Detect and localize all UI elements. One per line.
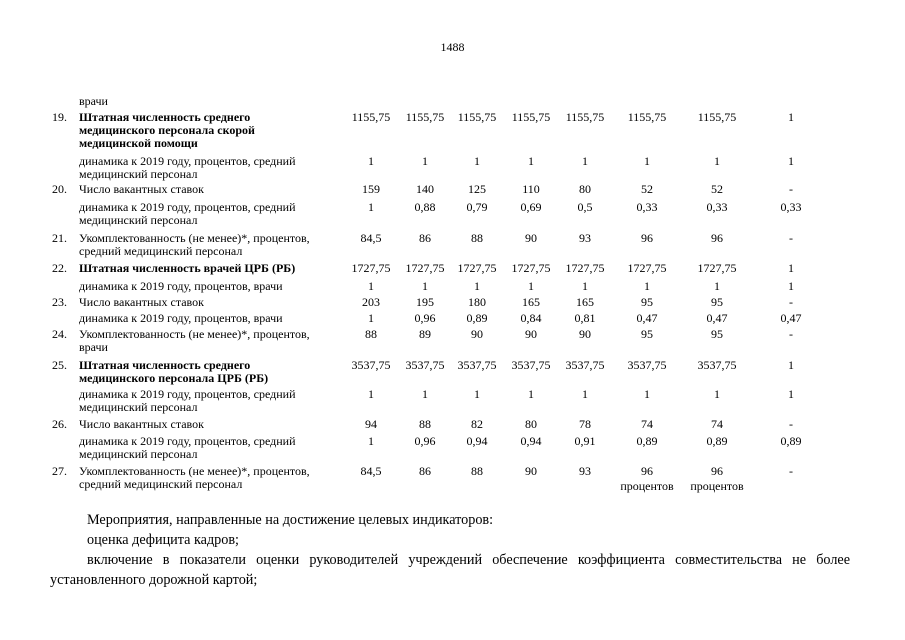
table-cell: 1155,75 — [565, 110, 605, 124]
table-cell: 74 — [641, 417, 653, 431]
table-cell: 96 — [711, 231, 723, 245]
table-cell: 0,69 — [520, 200, 542, 214]
table-cell: 1 — [422, 387, 428, 401]
table-cell: 1 — [474, 387, 480, 401]
table-cell: 3537,75 — [697, 358, 737, 372]
table-cell: 1155,75 — [627, 110, 667, 124]
row-label: Укомплектованность (не менее)*, процентов, — [79, 231, 310, 245]
table-cell: 88 — [471, 464, 483, 478]
table-cell: 159 — [362, 182, 380, 196]
table-cell: 1 — [422, 279, 428, 293]
table-cell: - — [789, 295, 793, 309]
row-number: 22. — [52, 261, 67, 275]
table-cell: 1727,75 — [565, 261, 605, 275]
table-cell: 1155,75 — [697, 110, 737, 124]
table-cell: 80 — [579, 182, 591, 196]
table-cell: 165 — [576, 295, 594, 309]
row-label: медицинской помощи — [79, 136, 198, 150]
table-cell-unit: процентов — [620, 479, 674, 493]
table-cell: 1 — [714, 154, 720, 168]
table-cell: 94 — [365, 417, 377, 431]
row-label: Штатная численность среднего — [79, 358, 251, 372]
measures-heading: Мероприятия, направленные на достижение целевых индикаторов: — [87, 512, 494, 528]
row-label: медицинский персонал — [79, 447, 198, 461]
table-cell: 96 — [711, 464, 723, 478]
table-cell: 90 — [525, 231, 537, 245]
table-cell: 0,79 — [466, 200, 488, 214]
table-cell: 96 — [641, 231, 653, 245]
table-cell: 93 — [579, 231, 591, 245]
table-cell: 3537,75 — [457, 358, 497, 372]
table-cell: 1 — [714, 387, 720, 401]
table-cell: 86 — [419, 464, 431, 478]
table-cell: 88 — [471, 231, 483, 245]
table-cell: 90 — [525, 464, 537, 478]
table-cell: 0,84 — [520, 311, 542, 325]
table-cell: 1727,75 — [351, 261, 391, 275]
table-cell: 74 — [711, 417, 723, 431]
table-cell: - — [789, 327, 793, 341]
table-cell: 90 — [525, 327, 537, 341]
table-cell: 0,96 — [414, 311, 436, 325]
table-cell: 1727,75 — [627, 261, 667, 275]
row-label: динамика к 2019 году, процентов, средний — [79, 200, 296, 214]
row-label: медицинский персонал — [79, 400, 198, 414]
table-cell: 0,47 — [706, 311, 728, 325]
row-label: Число вакантных ставок — [79, 182, 204, 196]
row-label: динамика к 2019 году, процентов, врачи — [79, 279, 283, 293]
table-cell: 86 — [419, 231, 431, 245]
measure-item-1: оценка дефицита кадров; — [87, 532, 239, 548]
table-cell: 52 — [641, 182, 653, 196]
row-number: 26. — [52, 417, 67, 431]
table-cell: 95 — [711, 327, 723, 341]
table-cell: 95 — [711, 295, 723, 309]
table-cell: 0,47 — [780, 311, 802, 325]
table-cell: 1 — [474, 279, 480, 293]
table-cell: 52 — [711, 182, 723, 196]
row-label: динамика к 2019 году, процентов, средний — [79, 434, 296, 448]
row-label-continuation: врачи — [79, 94, 108, 108]
table-cell: 3537,75 — [405, 358, 445, 372]
row-number: 24. — [52, 327, 67, 341]
row-label: медицинского персонала ЦРБ (РБ) — [79, 371, 269, 385]
table-cell: 89 — [419, 327, 431, 341]
table-cell: 1 — [528, 279, 534, 293]
table-cell: 1155,75 — [351, 110, 391, 124]
table-cell: 78 — [579, 417, 591, 431]
table-cell: 1727,75 — [405, 261, 445, 275]
table-cell: - — [789, 182, 793, 196]
row-label: медицинский персонал — [79, 167, 198, 181]
table-cell: 84,5 — [360, 231, 382, 245]
table-cell: 80 — [525, 417, 537, 431]
table-cell: 96 — [641, 464, 653, 478]
row-number: 23. — [52, 295, 67, 309]
row-label: динамика к 2019 году, процентов, средний — [79, 387, 296, 401]
table-cell: 1 — [788, 387, 794, 401]
table-cell: 0,81 — [574, 311, 596, 325]
table-cell: 95 — [641, 295, 653, 309]
row-label: медицинского персонала скорой — [79, 123, 255, 137]
table-cell: 0,94 — [520, 434, 542, 448]
table-cell: 1155,75 — [457, 110, 497, 124]
table-cell: 88 — [419, 417, 431, 431]
table-cell: 0,89 — [706, 434, 728, 448]
table-cell: 0,89 — [466, 311, 488, 325]
table-cell: 3537,75 — [627, 358, 667, 372]
row-number: 19. — [52, 110, 67, 124]
page-number: 1488 — [440, 40, 465, 54]
table-cell: 0,33 — [706, 200, 728, 214]
row-label: Укомплектованность (не менее)*, процентов, — [79, 464, 310, 478]
table-cell: - — [789, 231, 793, 245]
table-cell: 1 — [644, 387, 650, 401]
table-cell: 0,91 — [574, 434, 596, 448]
table-cell: 165 — [522, 295, 540, 309]
table-cell: 1 — [368, 311, 374, 325]
table-cell: 0,88 — [414, 200, 436, 214]
table-cell: 125 — [468, 182, 486, 196]
table-cell: 0,94 — [466, 434, 488, 448]
table-cell: 1727,75 — [697, 261, 737, 275]
row-label: динамика к 2019 году, процентов, врачи — [79, 311, 283, 325]
table-cell: 0,33 — [780, 200, 802, 214]
table-cell: 90 — [471, 327, 483, 341]
measure-item-2: включение в показатели оценки руководителей учреждений обеспечение коэффициента совместительства не более установленного дорожной картой; — [50, 552, 850, 588]
row-number: 21. — [52, 231, 67, 245]
table-cell: 1 — [368, 434, 374, 448]
table-cell: 3537,75 — [351, 358, 391, 372]
table-cell: 180 — [468, 295, 486, 309]
table-cell: 1155,75 — [511, 110, 551, 124]
row-label: средний медицинский персонал — [79, 477, 243, 491]
row-label: Штатная численность среднего — [79, 110, 251, 124]
table-cell: 0,96 — [414, 434, 436, 448]
table-cell: 1727,75 — [457, 261, 497, 275]
table-cell: 1155,75 — [405, 110, 445, 124]
row-number: 27. — [52, 464, 67, 478]
table-cell: 93 — [579, 464, 591, 478]
row-label: средний медицинский персонал — [79, 244, 243, 258]
row-label: Укомплектованность (не менее)*, процентов, — [79, 327, 310, 341]
table-cell: 1 — [714, 279, 720, 293]
row-label: медицинский персонал — [79, 213, 198, 227]
table-cell: 1 — [528, 154, 534, 168]
table-cell: 1727,75 — [511, 261, 551, 275]
table-cell: 1 — [788, 279, 794, 293]
table-cell: 203 — [362, 295, 380, 309]
table-cell: 1 — [368, 154, 374, 168]
table-cell: 1 — [368, 279, 374, 293]
row-number: 20. — [52, 182, 67, 196]
table-cell: 84,5 — [360, 464, 382, 478]
table-cell: 1 — [582, 387, 588, 401]
table-cell: 1 — [368, 200, 374, 214]
table-cell: 90 — [579, 327, 591, 341]
table-cell: 1 — [422, 154, 428, 168]
row-label: динамика к 2019 году, процентов, средний — [79, 154, 296, 168]
table-cell: 88 — [365, 327, 377, 341]
table-cell: - — [789, 417, 793, 431]
row-label: Штатная численность врачей ЦРБ (РБ) — [79, 261, 296, 275]
table-cell: 1 — [474, 154, 480, 168]
table-cell: 3537,75 — [565, 358, 605, 372]
table-cell: 0,89 — [636, 434, 658, 448]
row-label: врачи — [79, 340, 108, 354]
table-cell: 3537,75 — [511, 358, 551, 372]
table-cell: 1 — [582, 154, 588, 168]
table-cell: 0,47 — [636, 311, 658, 325]
table-cell: 110 — [522, 182, 540, 196]
row-label: Число вакантных ставок — [79, 417, 204, 431]
table-cell-unit: процентов — [690, 479, 744, 493]
table-cell: 1 — [788, 358, 794, 372]
table-cell: 0,5 — [577, 200, 593, 214]
table-cell: 0,89 — [780, 434, 802, 448]
row-number: 25. — [52, 358, 67, 372]
table-cell: 140 — [416, 182, 434, 196]
table-cell: 82 — [471, 417, 483, 431]
table-cell: 1 — [788, 154, 794, 168]
table-cell: 1 — [368, 387, 374, 401]
table-cell: 95 — [641, 327, 653, 341]
table-cell: 0,33 — [636, 200, 658, 214]
table-cell: 195 — [416, 295, 434, 309]
table-cell: - — [789, 464, 793, 478]
table-cell: 1 — [644, 279, 650, 293]
row-label: Число вакантных ставок — [79, 295, 204, 309]
table-cell: 1 — [582, 279, 588, 293]
table-cell: 1 — [788, 110, 794, 124]
table-cell: 1 — [788, 261, 794, 275]
table-cell: 1 — [644, 154, 650, 168]
table-cell: 1 — [528, 387, 534, 401]
